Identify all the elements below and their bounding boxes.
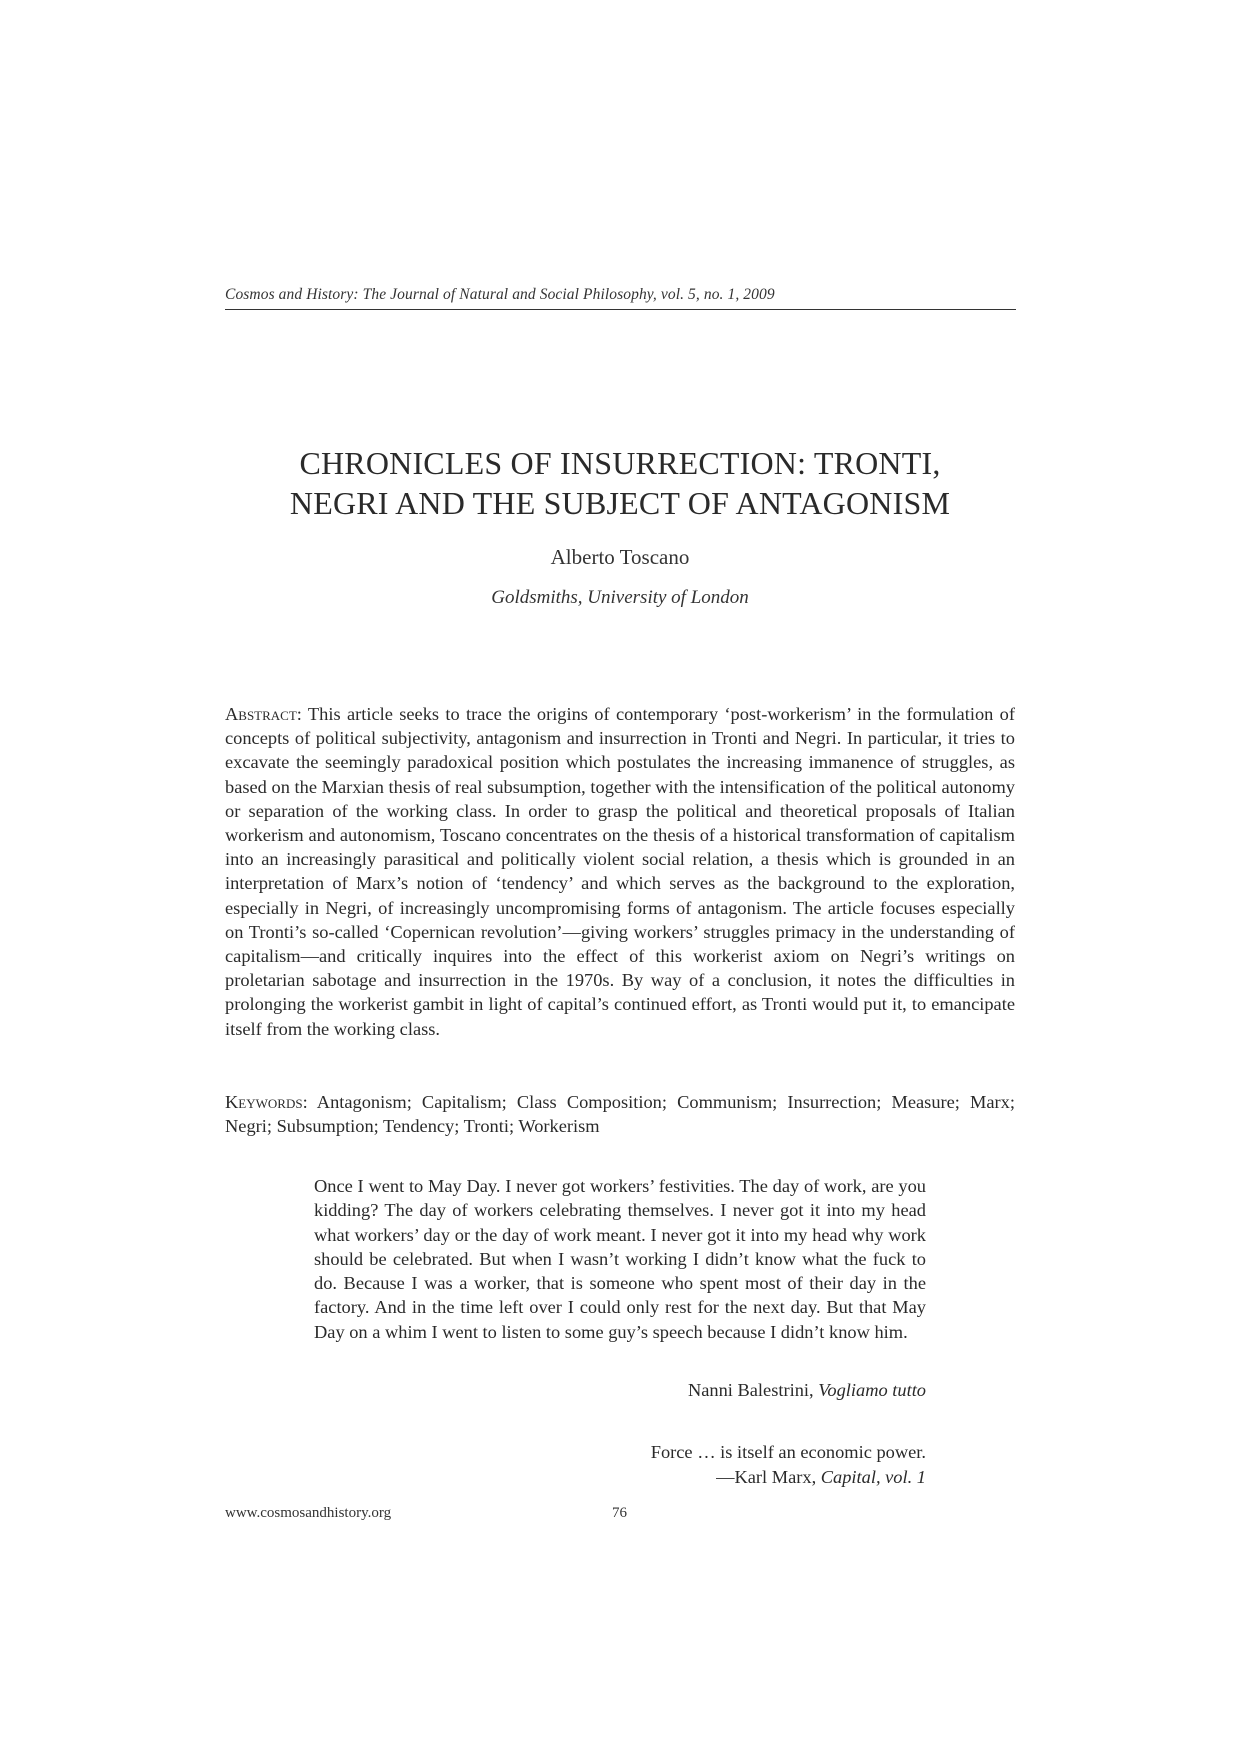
abstract-label: Abstract (225, 704, 297, 724)
epigraph-2-work: Capital, vol. 1 (820, 1467, 926, 1487)
epigraph-balestrini-attribution (314, 1380, 926, 1401)
epigraph-1-author: Nanni Balestrini, (687, 1380, 819, 1400)
keywords-text: : Antagonism; Capitalism; Class Composition; Communism; Insurrection; Measure; Marx; Negri; Subsumption; Tendency; Tronti; Workerism (225, 1092, 1015, 1137)
abstract-text: : This article seeks to trace the origins of contemporary ‘post-workerism’ in the formulation of concepts of political subjectivity, antagonism and insurrection in Tronti and Negri. In particular, it tries to excavate the seemingly paradoxical position which postulates the increasing immanence of struggles, as based on the Marxian thesis of real subsumption, together with the intensification of the political autonomy or separation of the working class. In order to grasp the political and theoretical proposals of Italian workerism and autonomism, Toscano concentrates on the thesis of a historical transformation of capitalism into an increasingly parasitical and politically violent social relation, a thesis which is grounded in an interpretation of Marx’s notion of ‘tendency’ and which serves as the background to the exploration, especially in Negri, of increasingly uncompromising forms of antagonism. The article focuses especially on Tronti’s so-called ‘Copernican revolution’—giving workers’ struggles primacy in the understanding of capitalism—and critically inquires into the effect of this workerist axiom on Negri’s writings on proletarian sabotage and insurrection in the 1970s. By way of a conclusion, it notes the difficulties in prolonging the workerist gambit in light of capital’s continued effort, as Tronti would put it, to emancipate itself from the working class. (225, 704, 1015, 1039)
epigraph-marx-attribution (314, 1467, 926, 1488)
epigraph-marx: Force … is itself an economic power. (650, 1442, 926, 1462)
running-head: Cosmos and History: The Journal of Natural and Social Philosophy, vol. 5, no. 1, 2009 (225, 286, 775, 303)
title-line-1: CHRONICLES OF INSURRECTION: TRONTI, (299, 445, 941, 481)
article-title (225, 443, 1015, 523)
epigraph-balestrini: Once I went to May Day. I never got workers’ festivities. The day of work, are you kidding? The day of workers celebrating themselves. I never got it into my head what workers’ day or the day of work meant. I never got it into my head why work should be celebrated. But when I wasn’t working I didn’t know what the fuck to do. Because I was a worker, that is someone who spent most of their day in the factory. And in the time left over I could only rest for the next day. But that May Day on a whim I went to listen to some guy’s speech because I didn’t know him. (314, 1176, 926, 1342)
header-rule (225, 309, 1016, 310)
abstract (225, 702, 1015, 1041)
author-affiliation: Goldsmiths, University of London (491, 587, 749, 608)
title-line-2: NEGRI AND THE SUBJECT OF ANTAGONISM (289, 485, 951, 521)
author-name: Alberto Toscano (550, 545, 690, 569)
footer-url: www.cosmosandhistory.org (225, 1505, 392, 1521)
keywords-label: Keywords (225, 1092, 303, 1112)
keywords (225, 1090, 1015, 1138)
epigraph-2-author: —Karl Marx, (716, 1467, 821, 1487)
epigraph-1-work: Vogliamo tutto (818, 1380, 926, 1400)
page-number: 76 (612, 1505, 627, 1521)
